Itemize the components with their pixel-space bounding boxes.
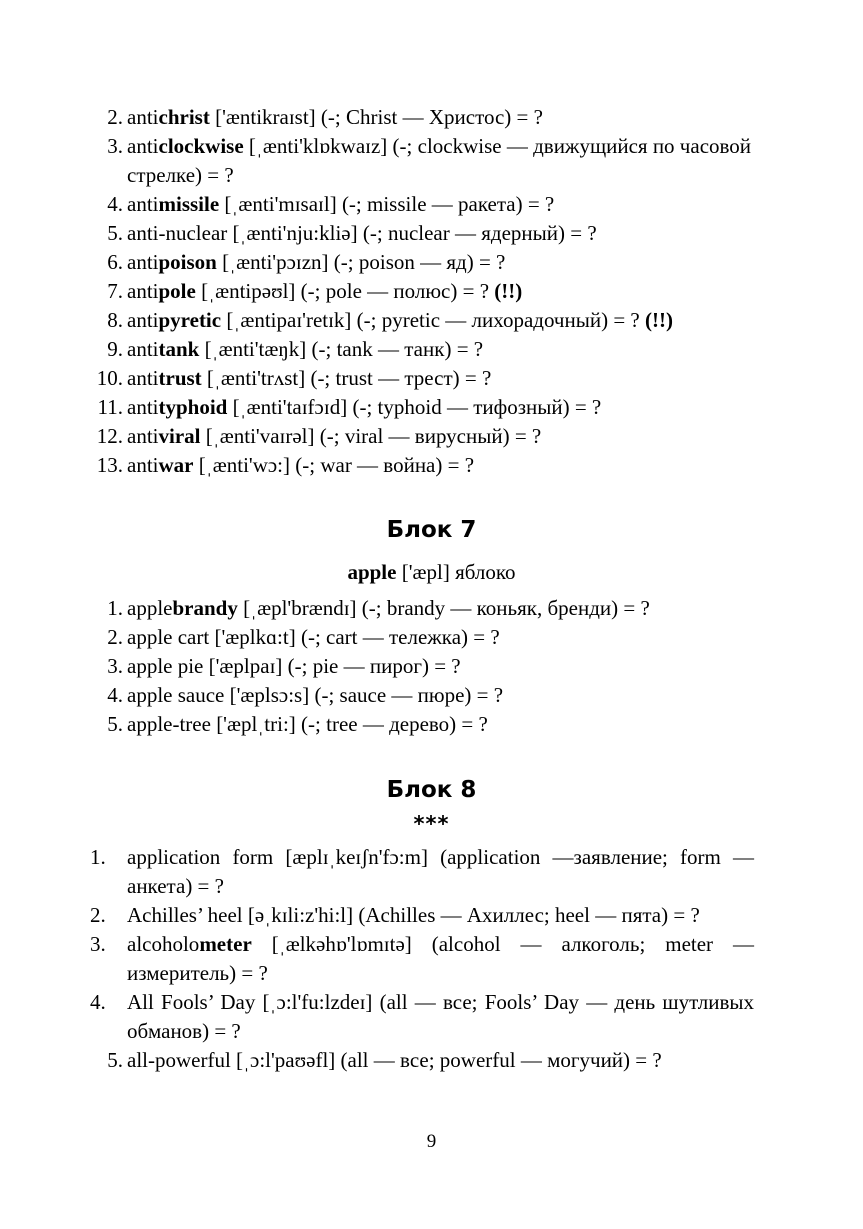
- item-number: 5.: [107, 221, 123, 245]
- subtitle-word: apple: [347, 560, 397, 584]
- item-bold-part: poison: [158, 250, 217, 274]
- item-number: 3.: [107, 134, 123, 158]
- block8-heading: Блок 8: [386, 777, 477, 803]
- item-text: application form [æplɪˌkeɪʃn'fɔ:m] (application —заявление; form — анкета) = ?: [127, 845, 754, 898]
- item-text: all-powerful [ˌɔ:l'paʊəfl] (all — все; powerful — могучий) = ?: [127, 1048, 662, 1072]
- item-text: Achilles’ heel [əˌkɪli:z'hi:l] (Achilles — Ахиллес; heel — пята) = ?: [127, 903, 700, 927]
- item-text: [ˌænti'klɒkwaɪz] (-; clockwise — движущийся по часовой стрелке) = ?: [127, 134, 752, 187]
- list-item: [90, 364, 754, 393]
- list-item: [90, 710, 754, 739]
- list-item: [90, 277, 754, 306]
- item-number: 4.: [107, 683, 123, 707]
- item-bold-part: christ: [158, 105, 210, 129]
- item-number: 3.: [107, 654, 123, 678]
- item-bold-part: trust: [158, 366, 202, 390]
- list-item: [90, 623, 754, 652]
- item-bold-part: viral: [158, 424, 201, 448]
- block7-heading: Блок 7: [386, 517, 477, 543]
- item-number: 5.: [107, 1048, 123, 1072]
- item-note: (!!): [644, 308, 673, 332]
- item-number: 4.: [107, 192, 123, 216]
- item-text: [ˌænti'taɪfɔɪd] (-; typhoid — тифозный) = ?: [227, 395, 602, 419]
- item-number: 2.: [107, 625, 123, 649]
- block7-subtitle: [0, 558, 863, 587]
- item-text: anti: [127, 453, 159, 477]
- item-bold-part: tank: [158, 337, 200, 361]
- item-number: 3.: [90, 932, 106, 956]
- item-text: anti: [127, 279, 159, 303]
- item-number: 8.: [107, 308, 123, 332]
- item-text: anti: [127, 250, 159, 274]
- item-text: anti: [127, 105, 159, 129]
- item-text: All Fools’ Day [ˌɔ:l'fu:lzdeɪ] (all — все; Fools’ Day — день шутливых обманов) = ?: [127, 990, 754, 1043]
- list-item: [90, 930, 754, 988]
- page-number: 9: [426, 1131, 437, 1152]
- item-text: apple pie ['æplpaɪ] (-; pie — пирог) = ?: [127, 654, 461, 678]
- item-number: 5.: [107, 712, 123, 736]
- item-number: 1.: [90, 845, 106, 869]
- item-text: [ˌæpl'brændɪ] (-; brandy — коньяк, бренди) = ?: [237, 596, 650, 620]
- subtitle-rest: ['æpl] яблоко: [396, 560, 516, 584]
- item-number: 9.: [107, 337, 123, 361]
- item-text: apple sauce ['æplsɔ:s] (-; sauce — пюре) = ?: [127, 683, 504, 707]
- item-bold-part: clockwise: [158, 134, 244, 158]
- item-bold-part: pyretic: [158, 308, 222, 332]
- list-item: [90, 451, 754, 480]
- item-text: anti: [127, 134, 159, 158]
- item-number: 12.: [96, 424, 123, 448]
- item-number: 4.: [90, 990, 106, 1014]
- list-item: [90, 103, 754, 132]
- list-item: [90, 901, 754, 930]
- item-text: [ˌænti'trʌst] (-; trust — трест) = ?: [201, 366, 492, 390]
- item-text: [ˌænti'mɪsaɪl] (-; missile — ракета) = ?: [219, 192, 555, 216]
- item-text: anti: [127, 337, 159, 361]
- item-text: anti: [127, 424, 159, 448]
- item-text: apple-tree ['æplˌtri:] (-; tree — дерево) = ?: [127, 712, 488, 736]
- list-item: [90, 681, 754, 710]
- item-text: [ˌænti'wɔ:] (-; war — война) = ?: [193, 453, 475, 477]
- list-item: [90, 594, 754, 623]
- item-bold-part: war: [158, 453, 194, 477]
- item-text: ['æntikraɪst] (-; Christ — Христос) = ?: [209, 105, 543, 129]
- item-text: alcoholo: [127, 932, 200, 956]
- item-number: 11.: [97, 395, 123, 419]
- list-item: [90, 393, 754, 422]
- list-item: [90, 843, 754, 901]
- item-number: 10.: [96, 366, 123, 390]
- item-bold-part: pole: [158, 279, 196, 303]
- list-item: [90, 132, 754, 190]
- list-item: [90, 248, 754, 277]
- item-bold-part: brandy: [172, 596, 238, 620]
- block8-list: [90, 843, 754, 1075]
- item-text: apple cart ['æplkɑ:t] (-; cart — тележка) = ?: [127, 625, 500, 649]
- item-text: anti-nuclear [ˌænti'nju:kliə] (-; nuclear — ядерный) = ?: [127, 221, 597, 245]
- item-text: apple: [127, 596, 173, 620]
- item-number: 2.: [90, 903, 106, 927]
- item-number: 13.: [96, 453, 123, 477]
- item-number: 6.: [107, 250, 123, 274]
- list-item: [90, 652, 754, 681]
- item-text: [ˌælkəhɒ'lɒmɪtə] (alcohol — алкоголь; meter — измеритель) = ?: [127, 932, 754, 985]
- list-item: [90, 422, 754, 451]
- item-text: [ˌæntipəʊl] (-; pole — полюс) = ?: [195, 279, 495, 303]
- item-text: [ˌænti'pɔɪzn] (-; poison — яд) = ?: [216, 250, 506, 274]
- list-item: [90, 1046, 754, 1075]
- item-number: 1.: [107, 596, 123, 620]
- item-text: anti: [127, 395, 159, 419]
- item-text: anti: [127, 308, 159, 332]
- item-text: [ˌænti'vaɪrəl] (-; viral — вирусный) = ?: [200, 424, 542, 448]
- item-number: 2.: [107, 105, 123, 129]
- item-number: 7.: [107, 279, 123, 303]
- block6-list: [90, 103, 754, 480]
- item-text: [ˌæntipaɪ'retɪk] (-; pyretic — лихорадочный) = ?: [221, 308, 645, 332]
- section-stars: ***: [413, 812, 450, 836]
- item-bold-part: typhoid: [158, 395, 228, 419]
- item-bold-part: meter: [199, 932, 252, 956]
- list-item: [90, 988, 754, 1046]
- block7-list: [90, 594, 754, 739]
- item-text: [ˌænti'tæŋk] (-; tank — танк) = ?: [199, 337, 484, 361]
- list-item: [90, 306, 754, 335]
- item-text: anti: [127, 192, 159, 216]
- item-bold-part: missile: [158, 192, 220, 216]
- list-item: [90, 190, 754, 219]
- list-item: [90, 219, 754, 248]
- item-note: (!!): [494, 279, 523, 303]
- item-text: anti: [127, 366, 159, 390]
- list-item: [90, 335, 754, 364]
